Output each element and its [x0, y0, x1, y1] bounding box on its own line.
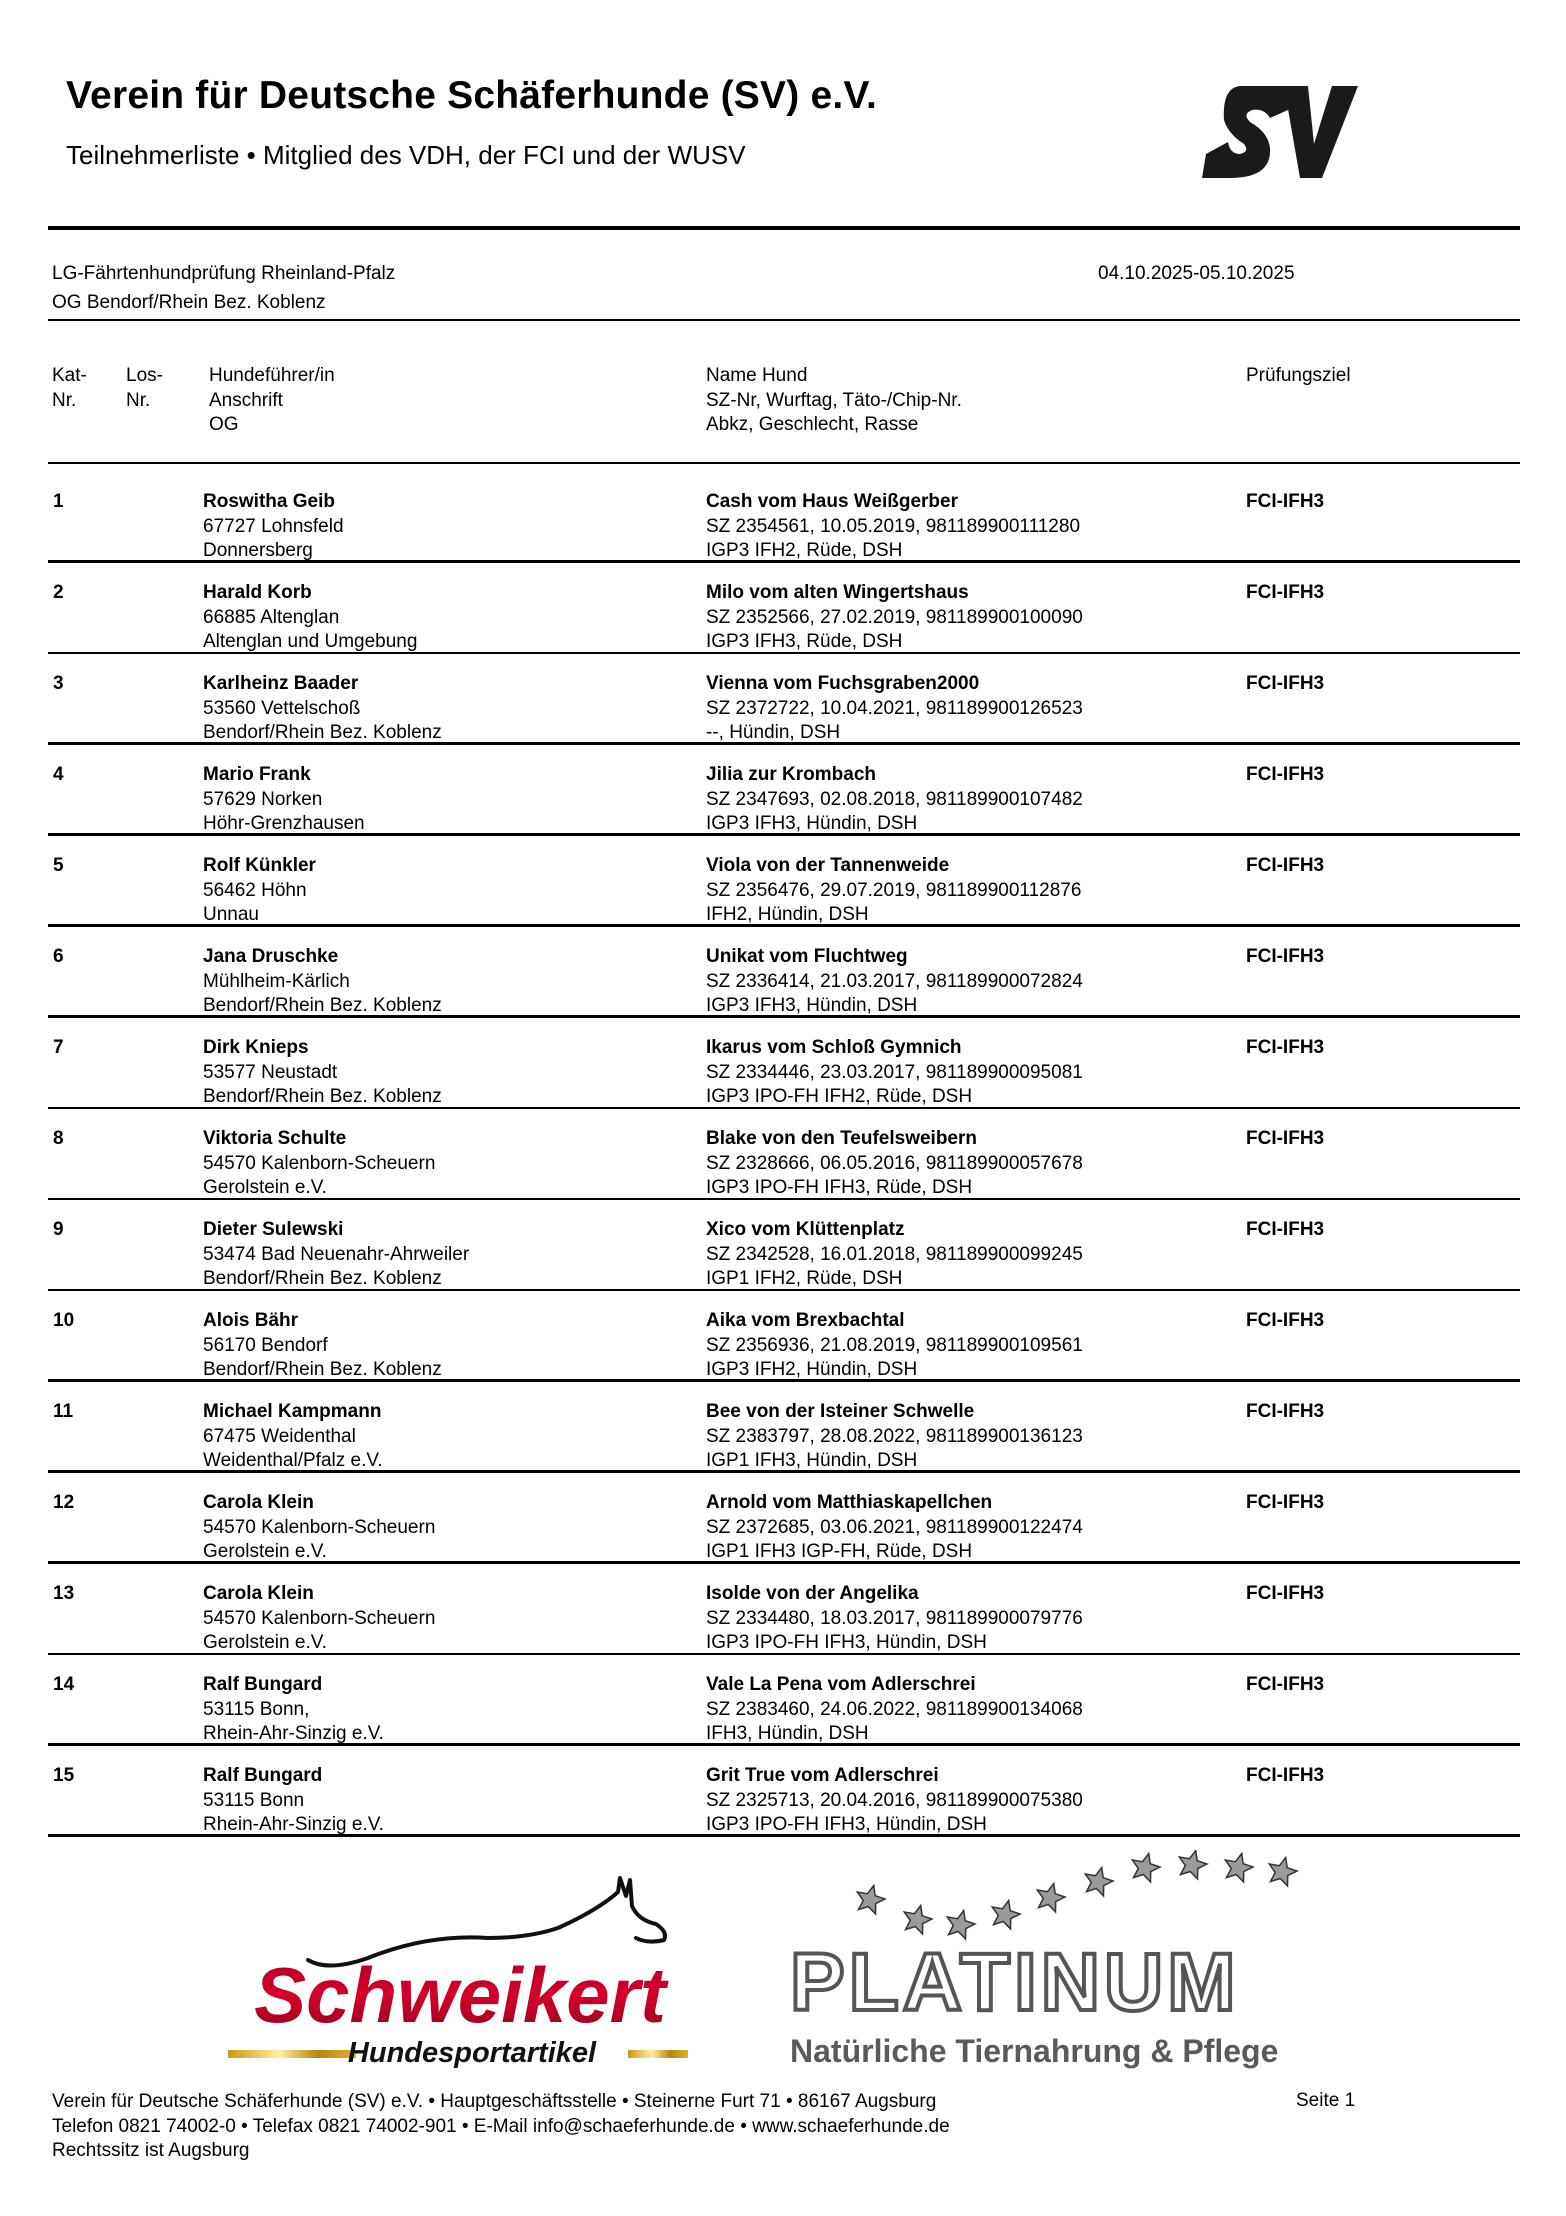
exam-goal: FCI-IFH3 — [1246, 1219, 1325, 1240]
catalog-number: 2 — [53, 582, 64, 603]
handler-club: Donnersberg — [203, 540, 313, 561]
catalog-number: 11 — [53, 1401, 74, 1422]
participant-row — [48, 1382, 1520, 1473]
dog-cell — [706, 1673, 1083, 1747]
sponsor-platinum-logo — [780, 1850, 1300, 2075]
dog-cell — [706, 672, 1083, 746]
footer-address — [52, 2090, 950, 2164]
handler-cell — [203, 1309, 442, 1383]
dog-name: Isolde von der Angelika — [706, 1583, 919, 1604]
star-icon — [1037, 1884, 1065, 1912]
column-header-goal: Prüfungsziel — [1246, 365, 1351, 386]
participant-row — [48, 1655, 1520, 1746]
dog-registration: SZ 2383797, 28.08.2022, 981189900136123 — [706, 1425, 1083, 1447]
dog-cell — [706, 1127, 1083, 1201]
catalog-number: 9 — [53, 1219, 64, 1240]
handler-club: Gerolstein e.V. — [203, 1177, 327, 1198]
participant-table — [48, 472, 1520, 1837]
sv-logo-v-shape — [1284, 86, 1358, 178]
column-header-handler: Hundeführer/in Anschrift OG — [209, 365, 335, 435]
handler-cell — [203, 945, 442, 1019]
catalog-number: 8 — [53, 1128, 64, 1149]
handler-name: Viktoria Schulte — [203, 1128, 347, 1149]
handler-name: Mario Frank — [203, 764, 311, 785]
column-header-los-nr: Los- Nr. — [126, 365, 163, 411]
handler-address: 66885 Altenglan — [203, 606, 340, 628]
dog-cell — [706, 581, 1083, 655]
handler-club: Bendorf/Rhein Bez. Koblenz — [203, 1268, 442, 1289]
handler-address: Mühlheim-Kärlich — [203, 970, 350, 992]
dog-cell — [706, 854, 1081, 928]
event-divider — [48, 319, 1520, 321]
participant-row — [48, 472, 1520, 563]
platinum-wordmark: PLATINUM — [790, 1937, 1240, 2028]
gold-bar-left — [228, 2050, 356, 2058]
event-club: OG Bendorf/Rhein Bez. Koblenz — [52, 292, 326, 313]
dog-info: IGP3 IPO-FH IFH3, Hündin, DSH — [706, 1814, 987, 1835]
document-subtitle: Teilnehmerliste • Mitglied des VDH, der FCI und der WUSV — [66, 140, 746, 170]
footer-line-address: Verein für Deutsche Schäferhunde (SV) e.V. • Hauptgeschäftsstelle • Steinerne Furt 71 • 86167 Augsburg — [52, 2091, 937, 2112]
handler-name: Carola Klein — [203, 1583, 314, 1604]
footer-line-contact: Telefon 0821 74002-0 • Telefax 0821 74002-901 • E-Mail info@schaeferhunde.de • www.schaeferhunde.de — [52, 2115, 950, 2137]
dog-cell — [706, 1218, 1083, 1292]
star-icon — [1179, 1851, 1207, 1879]
star-icon — [904, 1906, 932, 1934]
dog-cell — [706, 763, 1083, 837]
event-name: LG-Fährtenhundprüfung Rheinland-Pfalz — [52, 263, 396, 284]
column-header-dog: Name Hund SZ-Nr, Wurftag, Täto-/Chip-Nr. Abkz, Geschlecht, Rasse — [706, 365, 962, 435]
star-icon — [1269, 1858, 1297, 1886]
participant-row — [48, 563, 1520, 654]
handler-name: Dieter Sulewski — [203, 1219, 344, 1240]
exam-goal: FCI-IFH3 — [1246, 1492, 1325, 1513]
dog-registration: SZ 2334446, 23.03.2017, 981189900095081 — [706, 1061, 1083, 1083]
dog-name: Cash vom Haus Weißgerber — [706, 491, 959, 512]
handler-cell — [203, 490, 344, 564]
participant-row — [48, 1109, 1520, 1200]
dog-cell — [706, 1764, 1083, 1838]
catalog-number: 3 — [53, 673, 64, 694]
dog-name: Unikat vom Fluchtweg — [706, 946, 908, 967]
participant-row — [48, 836, 1520, 927]
handler-club: Rhein-Ahr-Sinzig e.V. — [203, 1723, 384, 1744]
catalog-number: 6 — [53, 946, 64, 967]
dog-registration: SZ 2347693, 02.08.2018, 981189900107482 — [706, 788, 1083, 810]
dog-info: IGP1 IFH2, Rüde, DSH — [706, 1268, 903, 1289]
handler-address: 56462 Höhn — [203, 879, 307, 901]
dog-info: IGP3 IFH3, Hündin, DSH — [706, 813, 918, 834]
handler-name: Karlheinz Baader — [203, 673, 359, 694]
dog-registration: SZ 2342528, 16.01.2018, 981189900099245 — [706, 1243, 1083, 1265]
catalog-number: 7 — [53, 1037, 64, 1058]
handler-club: Höhr-Grenzhausen — [203, 813, 365, 834]
handler-name: Rolf Künkler — [203, 855, 316, 876]
participant-row — [48, 1746, 1520, 1837]
exam-goal: FCI-IFH3 — [1246, 1037, 1325, 1058]
participant-row — [48, 1018, 1520, 1109]
handler-address: 57629 Norken — [203, 788, 323, 810]
schweikert-wordmark: Schweikert — [254, 1951, 666, 2039]
page-number: Seite 1 — [1296, 2090, 1356, 2111]
exam-goal: FCI-IFH3 — [1246, 855, 1325, 876]
footer-line-legal: Rechtssitz ist Augsburg — [52, 2140, 250, 2161]
handler-address: 53577 Neustadt — [203, 1061, 338, 1083]
sv-logo-icon — [1200, 82, 1360, 182]
handler-cell — [203, 1036, 442, 1110]
column-header-divider — [48, 462, 1520, 464]
dog-cell — [706, 1582, 1083, 1656]
event-date: 04.10.2025-05.10.2025 — [1098, 263, 1295, 284]
gold-bar-right — [628, 2050, 688, 2058]
handler-name: Carola Klein — [203, 1492, 314, 1513]
handler-cell — [203, 1400, 383, 1474]
catalog-number: 15 — [53, 1765, 75, 1786]
handler-address: 54570 Kalenborn-Scheuern — [203, 1516, 436, 1538]
catalog-number: 10 — [53, 1310, 75, 1331]
exam-goal: FCI-IFH3 — [1246, 1674, 1325, 1695]
dog-registration: SZ 2356936, 21.08.2019, 981189900109561 — [706, 1334, 1083, 1356]
catalog-number: 13 — [53, 1583, 75, 1604]
handler-address: 53474 Bad Neuenahr-Ahrweiler — [203, 1243, 470, 1265]
dog-registration: SZ 2328666, 06.05.2016, 981189900057678 — [706, 1152, 1083, 1174]
exam-goal: FCI-IFH3 — [1246, 1765, 1325, 1786]
catalog-number: 4 — [53, 764, 64, 785]
dog-registration: SZ 2334480, 18.03.2017, 981189900079776 — [706, 1607, 1083, 1629]
dog-registration: SZ 2336414, 21.03.2017, 981189900072824 — [706, 970, 1083, 992]
handler-address: 67727 Lohnsfeld — [203, 515, 344, 537]
header-divider — [48, 226, 1520, 230]
dog-cell — [706, 1309, 1083, 1383]
column-header-kat-nr: Kat- Nr. — [52, 365, 87, 411]
exam-goal: FCI-IFH3 — [1246, 764, 1325, 785]
sponsor-schweikert-logo — [228, 1872, 708, 2072]
handler-name: Harald Korb — [203, 582, 312, 603]
dog-name: Ikarus vom Schloß Gymnich — [706, 1037, 962, 1058]
dog-name: Vale La Pena vom Adlerschrei — [706, 1674, 976, 1695]
dog-name: Viola von der Tannenweide — [706, 855, 950, 876]
dog-name: Arnold vom Matthiaskapellchen — [706, 1492, 993, 1513]
star-icon — [1085, 1868, 1113, 1896]
handler-cell — [203, 1218, 469, 1292]
handler-cell — [203, 763, 365, 837]
handler-club: Gerolstein e.V. — [203, 1632, 327, 1653]
participant-row — [48, 1564, 1520, 1655]
catalog-number: 5 — [53, 855, 64, 876]
dog-cell — [706, 490, 1080, 564]
handler-address: 53115 Bonn, — [203, 1698, 310, 1720]
handler-club: Bendorf/Rhein Bez. Koblenz — [203, 995, 442, 1016]
exam-goal: FCI-IFH3 — [1246, 491, 1325, 512]
handler-cell — [203, 1673, 384, 1747]
platinum-tagline: Natürliche Tiernahrung & Pflege — [790, 2033, 1279, 2069]
star-icon — [1225, 1854, 1253, 1882]
handler-address: 67475 Weidenthal — [203, 1425, 356, 1447]
handler-address: 53560 Vettelschoß — [203, 697, 361, 719]
exam-goal: FCI-IFH3 — [1246, 1583, 1325, 1604]
handler-club: Unnau — [203, 904, 259, 925]
dog-info: IGP3 IPO-FH IFH2, Rüde, DSH — [706, 1086, 973, 1107]
dog-registration: SZ 2356476, 29.07.2019, 981189900112876 — [706, 879, 1082, 901]
dog-name: Blake von den Teufelsweibern — [706, 1128, 978, 1149]
dog-info: IGP3 IFH2, Hündin, DSH — [706, 1359, 918, 1380]
handler-address: 54570 Kalenborn-Scheuern — [203, 1152, 436, 1174]
handler-club: Bendorf/Rhein Bez. Koblenz — [203, 722, 442, 743]
participant-row — [48, 745, 1520, 836]
handler-club: Weidenthal/Pfalz e.V. — [203, 1450, 383, 1471]
participant-row — [48, 1473, 1520, 1564]
dog-info: IGP1 IFH3, Hündin, DSH — [706, 1450, 918, 1471]
handler-cell — [203, 1764, 384, 1838]
schweikert-tagline: Hundesportartikel — [347, 2037, 597, 2069]
star-arc — [857, 1851, 1297, 1939]
dog-registration: SZ 2354561, 10.05.2019, 981189900111280 — [706, 515, 1081, 537]
star-icon — [992, 1901, 1020, 1929]
handler-cell — [203, 1491, 435, 1565]
dog-name: Grit True vom Adlerschrei — [706, 1765, 939, 1786]
organization-title: Verein für Deutsche Schäferhunde (SV) e.V. — [66, 74, 878, 117]
exam-goal: FCI-IFH3 — [1246, 1128, 1325, 1149]
dog-cell — [706, 1491, 1083, 1565]
star-icon — [1132, 1854, 1160, 1882]
exam-goal: FCI-IFH3 — [1246, 673, 1325, 694]
dog-info: --, Hündin, DSH — [706, 722, 841, 743]
dog-registration: SZ 2352566, 27.02.2019, 981189900100090 — [706, 606, 1083, 628]
catalog-number: 14 — [53, 1674, 75, 1695]
handler-name: Ralf Bungard — [203, 1674, 323, 1695]
dog-info: IFH2, Hündin, DSH — [706, 904, 869, 925]
participant-row — [48, 1200, 1520, 1291]
dog-info: IFH3, Hündin, DSH — [706, 1723, 869, 1744]
participant-row — [48, 927, 1520, 1018]
dog-cell — [706, 1400, 1083, 1474]
handler-name: Jana Druschke — [203, 946, 339, 967]
catalog-number: 12 — [53, 1492, 75, 1513]
dog-name: Milo vom alten Wingertshaus — [706, 582, 969, 603]
dog-name: Vienna vom Fuchsgraben2000 — [706, 673, 980, 694]
handler-name: Michael Kampmann — [203, 1401, 382, 1422]
dog-info: IGP3 IPO-FH IFH3, Rüde, DSH — [706, 1177, 973, 1198]
dog-info: IGP3 IPO-FH IFH3, Hündin, DSH — [706, 1632, 987, 1653]
exam-goal: FCI-IFH3 — [1246, 582, 1325, 603]
handler-cell — [203, 1127, 435, 1201]
participant-row — [48, 1291, 1520, 1382]
handler-club: Bendorf/Rhein Bez. Koblenz — [203, 1086, 442, 1107]
exam-goal: FCI-IFH3 — [1246, 946, 1325, 967]
dog-name: Bee von der Isteiner Schwelle — [706, 1401, 975, 1422]
handler-name: Ralf Bungard — [203, 1765, 323, 1786]
dog-name: Jilia zur Krombach — [706, 764, 876, 785]
dog-info: IGP3 IFH3, Hündin, DSH — [706, 995, 918, 1016]
dog-info: IGP3 IFH3, Rüde, DSH — [706, 631, 903, 652]
handler-cell — [203, 581, 417, 655]
handler-cell — [203, 672, 442, 746]
dog-name: Aika vom Brexbachtal — [706, 1310, 905, 1331]
sv-logo-s-shape — [1202, 86, 1292, 178]
handler-club: Bendorf/Rhein Bez. Koblenz — [203, 1359, 442, 1380]
dog-info: IGP3 IFH2, Rüde, DSH — [706, 540, 903, 561]
star-icon — [857, 1886, 885, 1914]
handler-cell — [203, 854, 316, 928]
dog-registration: SZ 2372722, 10.04.2021, 981189900126523 — [706, 697, 1083, 719]
exam-goal: FCI-IFH3 — [1246, 1310, 1325, 1331]
dog-info: IGP1 IFH3 IGP-FH, Rüde, DSH — [706, 1541, 973, 1562]
exam-goal: FCI-IFH3 — [1246, 1401, 1325, 1422]
handler-name: Roswitha Geib — [203, 491, 335, 512]
handler-address: 56170 Bendorf — [203, 1334, 328, 1356]
handler-cell — [203, 1582, 435, 1656]
dog-registration: SZ 2325713, 20.04.2016, 981189900075380 — [706, 1789, 1083, 1811]
catalog-number: 1 — [53, 491, 64, 512]
handler-address: 53115 Bonn — [203, 1789, 305, 1811]
dog-cell — [706, 945, 1083, 1019]
dog-registration: SZ 2383460, 24.06.2022, 981189900134068 — [706, 1698, 1083, 1720]
handler-club: Gerolstein e.V. — [203, 1541, 327, 1562]
dog-cell — [706, 1036, 1083, 1110]
handler-address: 54570 Kalenborn-Scheuern — [203, 1607, 436, 1629]
dog-registration: SZ 2372685, 03.06.2021, 981189900122474 — [706, 1516, 1083, 1538]
handler-name: Dirk Knieps — [203, 1037, 309, 1058]
star-icon — [947, 1911, 975, 1939]
handler-name: Alois Bähr — [203, 1310, 299, 1331]
handler-club: Altenglan und Umgebung — [203, 631, 418, 652]
participant-row — [48, 654, 1520, 745]
dog-name: Xico vom Klüttenplatz — [706, 1219, 905, 1240]
handler-club: Rhein-Ahr-Sinzig e.V. — [203, 1814, 384, 1835]
